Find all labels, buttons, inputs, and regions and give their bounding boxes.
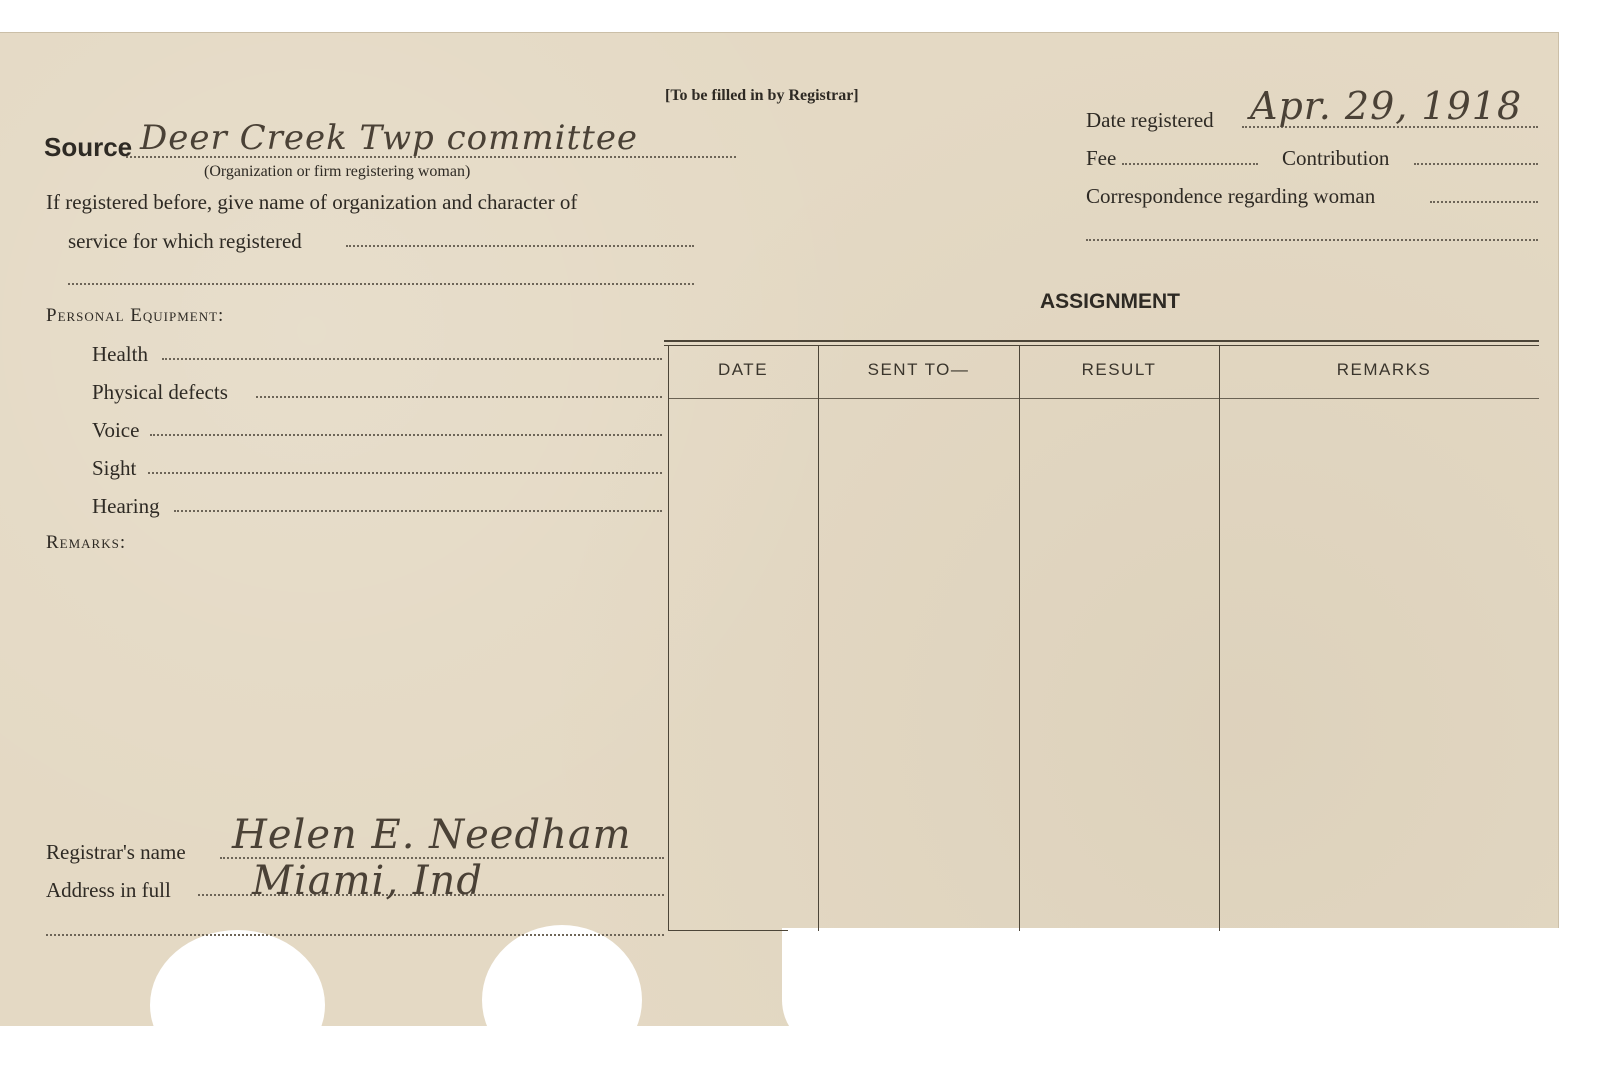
table-header-rule <box>668 398 1539 399</box>
address-extra-line <box>46 934 664 936</box>
correspondence-extra-line <box>1086 239 1538 241</box>
column-result: RESULT <box>1081 360 1157 379</box>
card-notch-middle <box>482 925 642 1075</box>
equipment-physical-defects-line <box>256 396 662 398</box>
table-top-rule-inner <box>664 345 1539 346</box>
contribution-line <box>1414 163 1538 165</box>
registrar-note: [To be filled in by Registrar] <box>665 87 859 104</box>
source-value: Deer Creek Twp committee <box>140 118 639 158</box>
column-date: DATE <box>717 360 769 379</box>
equipment-voice-label: Voice <box>92 418 140 442</box>
table-top-rule <box>664 340 1539 342</box>
card-notch-left <box>150 930 325 1080</box>
equipment-health-label: Health <box>92 342 148 366</box>
registered-before-line1: If registered before, give name of organization and character of <box>46 190 578 214</box>
date-registered-value: Apr. 29, 1918 <box>1250 84 1523 128</box>
table-left-border <box>668 346 669 931</box>
fee-label: Fee <box>1086 146 1117 170</box>
table-divider-1 <box>818 346 819 931</box>
fee-line <box>1122 163 1258 165</box>
registered-before-line2-blank <box>346 245 694 247</box>
equipment-sight-line <box>148 472 662 474</box>
equipment-health-line <box>162 358 662 360</box>
column-sent-to: SENT TO— <box>867 360 970 379</box>
registration-card <box>0 32 1559 1026</box>
source-label: Source <box>44 132 133 162</box>
registered-before-extra-blank <box>68 283 694 285</box>
personal-equipment-heading: Personal Equipment: <box>46 305 225 326</box>
table-divider-3 <box>1219 346 1220 931</box>
address-value: Miami, Ind <box>252 858 483 904</box>
source-caption: (Organization or firm registering woman) <box>204 163 471 180</box>
registered-before-line2: service for which registered <box>68 229 302 253</box>
address-label: Address in full <box>46 878 171 902</box>
remarks-label: Remarks: <box>46 532 127 553</box>
table-divider-2 <box>1019 346 1020 931</box>
equipment-hearing-label: Hearing <box>92 494 160 518</box>
correspondence-label: Correspondence regarding woman <box>1086 184 1376 208</box>
table-bottom-rule <box>668 930 788 931</box>
equipment-voice-line <box>150 434 662 436</box>
date-registered-label: Date registered <box>1086 108 1214 132</box>
equipment-sight-label: Sight <box>92 456 137 480</box>
equipment-physical-defects-label: Physical defects <box>92 380 228 404</box>
registrar-name-label: Registrar's name <box>46 840 186 864</box>
equipment-hearing-line <box>174 510 662 512</box>
assignment-title: ASSIGNMENT <box>1040 290 1181 313</box>
card-cut-right <box>792 928 1562 1028</box>
column-remarks: REMARKS <box>1336 360 1432 379</box>
contribution-label: Contribution <box>1282 146 1390 170</box>
registrar-name-value: Helen E. Needham <box>232 812 632 858</box>
correspondence-line <box>1430 201 1538 203</box>
